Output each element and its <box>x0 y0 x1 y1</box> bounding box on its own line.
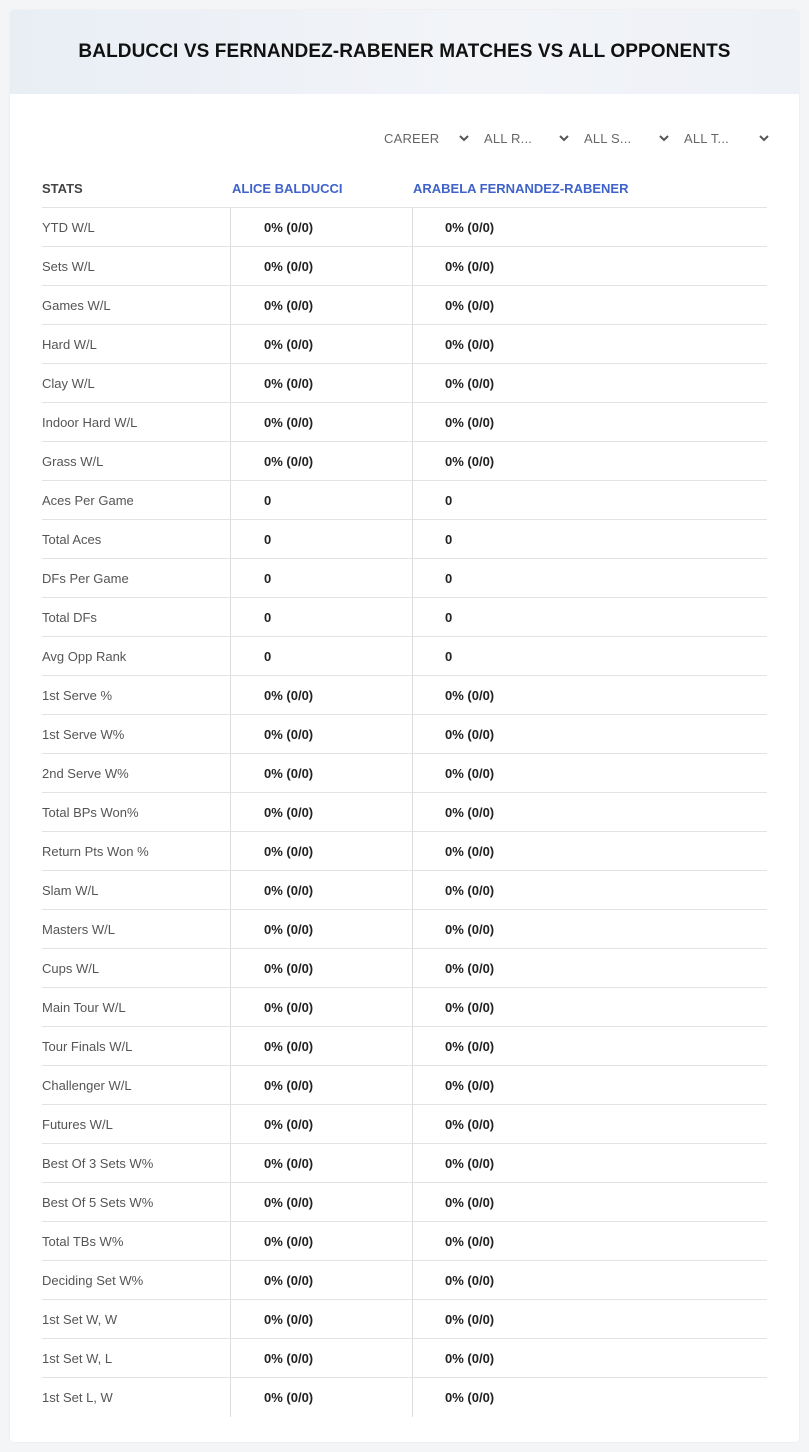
filter-label: ALL S... <box>584 130 632 146</box>
player2-stat-value: 0% (0/0) <box>445 960 495 976</box>
stat-label: Best Of 3 Sets W% <box>42 1144 231 1182</box>
player1-stat-value: 0 <box>231 481 413 519</box>
player2-stat-value: 0 <box>445 609 453 625</box>
filter-label: ALL T... <box>684 130 729 146</box>
stat-label: Total Aces <box>42 520 231 558</box>
table-row <box>42 208 767 247</box>
player2-stat-value: 0% (0/0) <box>445 1233 495 1249</box>
player1-stat-value: 0% (0/0) <box>231 1378 413 1417</box>
table-row <box>42 871 767 910</box>
player1-stat-value: 0% (0/0) <box>231 286 413 324</box>
filter-label: ALL R... <box>484 130 533 146</box>
filter-label: CAREER <box>384 130 440 146</box>
stat-label: DFs Per Game <box>42 559 231 597</box>
stat-label: Cups W/L <box>42 949 231 987</box>
table-row <box>42 520 767 559</box>
player1-stat-value: 0% (0/0) <box>231 325 413 363</box>
player2-stat-value: 0% (0/0) <box>445 726 495 742</box>
player1-stat-value: 0% (0/0) <box>231 949 413 987</box>
player1-stat-value: 0% (0/0) <box>231 676 413 714</box>
stat-label: Avg Opp Rank <box>42 637 231 675</box>
player2-stat-value: 0% (0/0) <box>445 453 495 469</box>
stat-label: 1st Set L, W <box>42 1378 231 1417</box>
player1-stat-value: 0% (0/0) <box>231 910 413 948</box>
player1-stat-value: 0% (0/0) <box>231 1300 413 1338</box>
player2-stat-value: 0% (0/0) <box>445 1350 495 1366</box>
player1-stat-value: 0% (0/0) <box>231 793 413 831</box>
table-row <box>42 754 767 793</box>
player1-stat-value: 0 <box>231 637 413 675</box>
player1-stat-value: 0% (0/0) <box>231 1066 413 1104</box>
player1-stat-value: 0% (0/0) <box>231 715 413 753</box>
table-row <box>42 364 767 403</box>
stat-label: Total DFs <box>42 598 231 636</box>
stat-label: Tour Finals W/L <box>42 1027 231 1065</box>
table-row <box>42 676 767 715</box>
table-row <box>42 715 767 754</box>
player2-stat-value: 0 <box>445 492 453 508</box>
player1-stat-value: 0% (0/0) <box>231 988 413 1026</box>
table-row <box>42 325 767 364</box>
player2-stat-value: 0% (0/0) <box>445 804 495 820</box>
filter-period-select[interactable] <box>378 128 478 148</box>
chevron-down-icon <box>558 132 570 144</box>
table-row <box>42 1183 767 1222</box>
table-row <box>42 1378 767 1417</box>
table-row <box>42 1339 767 1378</box>
stat-label: Indoor Hard W/L <box>42 403 231 441</box>
player1-stat-value: 0% (0/0) <box>231 1222 413 1260</box>
player1-stat-value: 0% (0/0) <box>231 442 413 480</box>
table-row <box>42 442 767 481</box>
table-row <box>42 988 767 1027</box>
player1-stat-value: 0 <box>231 520 413 558</box>
table-row <box>42 910 767 949</box>
player1-stat-value: 0% (0/0) <box>231 247 413 285</box>
player2-stat-value: 0% (0/0) <box>445 921 495 937</box>
stat-label: 2nd Serve W% <box>42 754 231 792</box>
player2-stat-value: 0% (0/0) <box>445 1194 495 1210</box>
player2-stat-value: 0% (0/0) <box>445 414 495 430</box>
stat-label: Main Tour W/L <box>42 988 231 1026</box>
player1-stat-value: 0% (0/0) <box>231 1027 413 1065</box>
filter-tournament-select[interactable] <box>678 128 778 148</box>
table-row <box>42 832 767 871</box>
stat-label: Total BPs Won% <box>42 793 231 831</box>
player2-stat-value: 0% (0/0) <box>445 687 495 703</box>
stat-label: 1st Set W, L <box>42 1339 231 1377</box>
table-row <box>42 793 767 832</box>
player2-stat-value: 0% (0/0) <box>445 999 495 1015</box>
stat-label: Total TBs W% <box>42 1222 231 1260</box>
player1-stat-value: 0% (0/0) <box>231 1183 413 1221</box>
table-row <box>42 1261 767 1300</box>
player2-stat-value: 0% (0/0) <box>445 1116 495 1132</box>
player2-link[interactable]: ARABELA FERNANDEZ-RABENER <box>413 181 629 196</box>
stat-label: Best Of 5 Sets W% <box>42 1183 231 1221</box>
player1-stat-value: 0% (0/0) <box>231 403 413 441</box>
player2-stat-value: 0% (0/0) <box>445 765 495 781</box>
player1-stat-value: 0% (0/0) <box>231 208 413 246</box>
table-row <box>42 403 767 442</box>
stat-label: Clay W/L <box>42 364 231 402</box>
filter-surface-select[interactable] <box>578 128 678 148</box>
page-title: BALDUCCI VS FERNANDEZ-RABENER MATCHES VS ALL OPPONENTS <box>78 41 731 62</box>
table-row <box>42 286 767 325</box>
player2-stat-value: 0 <box>445 531 453 547</box>
stat-label: Hard W/L <box>42 325 231 363</box>
player1-stat-value: 0 <box>231 598 413 636</box>
table-row <box>42 1066 767 1105</box>
stats-card <box>10 10 799 1442</box>
table-row <box>42 1027 767 1066</box>
stat-label: 1st Serve % <box>42 676 231 714</box>
stat-label: 1st Set W, W <box>42 1300 231 1338</box>
player2-stat-value: 0% (0/0) <box>445 1077 495 1093</box>
stat-label: Deciding Set W% <box>42 1261 231 1299</box>
player2-stat-value: 0% (0/0) <box>445 882 495 898</box>
player1-stat-value: 0% (0/0) <box>231 1105 413 1143</box>
player2-stat-value: 0% (0/0) <box>445 1311 495 1327</box>
table-row <box>42 949 767 988</box>
player1-stat-value: 0% (0/0) <box>231 364 413 402</box>
stat-label: Games W/L <box>42 286 231 324</box>
player1-stat-value: 0% (0/0) <box>231 871 413 909</box>
stat-label: Return Pts Won % <box>42 832 231 870</box>
player2-stat-value: 0% (0/0) <box>445 375 495 391</box>
player2-stat-value: 0% (0/0) <box>445 843 495 859</box>
stat-label: Futures W/L <box>42 1105 231 1143</box>
stats-table-header <box>42 170 767 208</box>
table-row <box>42 481 767 520</box>
player2-stat-value: 0% (0/0) <box>445 219 495 235</box>
player2-stat-value: 0% (0/0) <box>445 1390 495 1405</box>
chevron-down-icon <box>458 132 470 144</box>
player2-stat-value: 0 <box>445 570 453 586</box>
player1-stat-value: 0% (0/0) <box>231 1144 413 1182</box>
stats-table-body <box>42 208 767 1417</box>
player1-stat-value: 0% (0/0) <box>231 1261 413 1299</box>
stat-label: Challenger W/L <box>42 1066 231 1104</box>
stat-label: 1st Serve W% <box>42 715 231 753</box>
stat-label: Slam W/L <box>42 871 231 909</box>
player1-link[interactable]: ALICE BALDUCCI <box>232 181 343 196</box>
chevron-down-icon <box>658 132 670 144</box>
filter-bar <box>378 128 778 148</box>
player2-stat-value: 0% (0/0) <box>445 1038 495 1054</box>
table-row <box>42 559 767 598</box>
stats-column-header: STATS <box>42 181 83 196</box>
table-row <box>42 637 767 676</box>
chevron-down-icon <box>758 132 770 144</box>
player2-stat-value: 0 <box>445 648 453 664</box>
player2-stat-value: 0% (0/0) <box>445 1155 495 1171</box>
stat-label: Grass W/L <box>42 442 231 480</box>
player1-stat-value: 0% (0/0) <box>231 1339 413 1377</box>
table-row <box>42 1222 767 1261</box>
player2-stat-value: 0% (0/0) <box>445 258 495 274</box>
player2-stat-value: 0% (0/0) <box>445 336 495 352</box>
table-row <box>42 1144 767 1183</box>
card-header <box>10 10 799 94</box>
stat-label: YTD W/L <box>42 208 231 246</box>
stat-label: Aces Per Game <box>42 481 231 519</box>
table-row <box>42 598 767 637</box>
table-row <box>42 1105 767 1144</box>
player1-stat-value: 0% (0/0) <box>231 754 413 792</box>
table-row <box>42 247 767 286</box>
player2-stat-value: 0% (0/0) <box>445 1272 495 1288</box>
player1-stat-value: 0% (0/0) <box>231 832 413 870</box>
stat-label: Sets W/L <box>42 247 231 285</box>
filter-round-select[interactable] <box>478 128 578 148</box>
player1-stat-value: 0 <box>231 559 413 597</box>
player2-stat-value: 0% (0/0) <box>445 297 495 313</box>
table-row <box>42 1300 767 1339</box>
stat-label: Masters W/L <box>42 910 231 948</box>
